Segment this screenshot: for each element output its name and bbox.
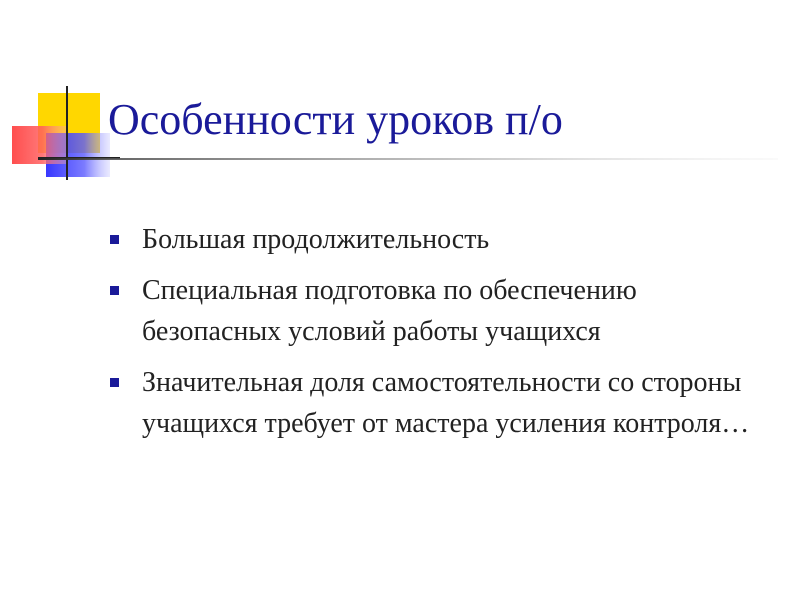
square-bullet-icon <box>110 286 119 295</box>
bullet-list <box>108 219 778 454</box>
title-underline <box>38 158 778 161</box>
list-item <box>108 270 778 352</box>
corner-decoration <box>0 0 120 190</box>
bullet-text: Большая продолжительность <box>142 224 490 255</box>
square-bullet-icon <box>110 378 119 387</box>
list-item <box>108 362 778 444</box>
slide-title: Особенности уроков п/о <box>108 95 563 144</box>
square-bullet-icon <box>110 235 119 244</box>
bullet-text: Специальная подготовка по обеспечению безопасных условий работы учащихся <box>142 275 637 347</box>
bullet-text: Значительная доля самостоятельности со стороны учащихся требует от мастера усиления контроля… <box>142 367 750 439</box>
list-item <box>108 219 778 260</box>
